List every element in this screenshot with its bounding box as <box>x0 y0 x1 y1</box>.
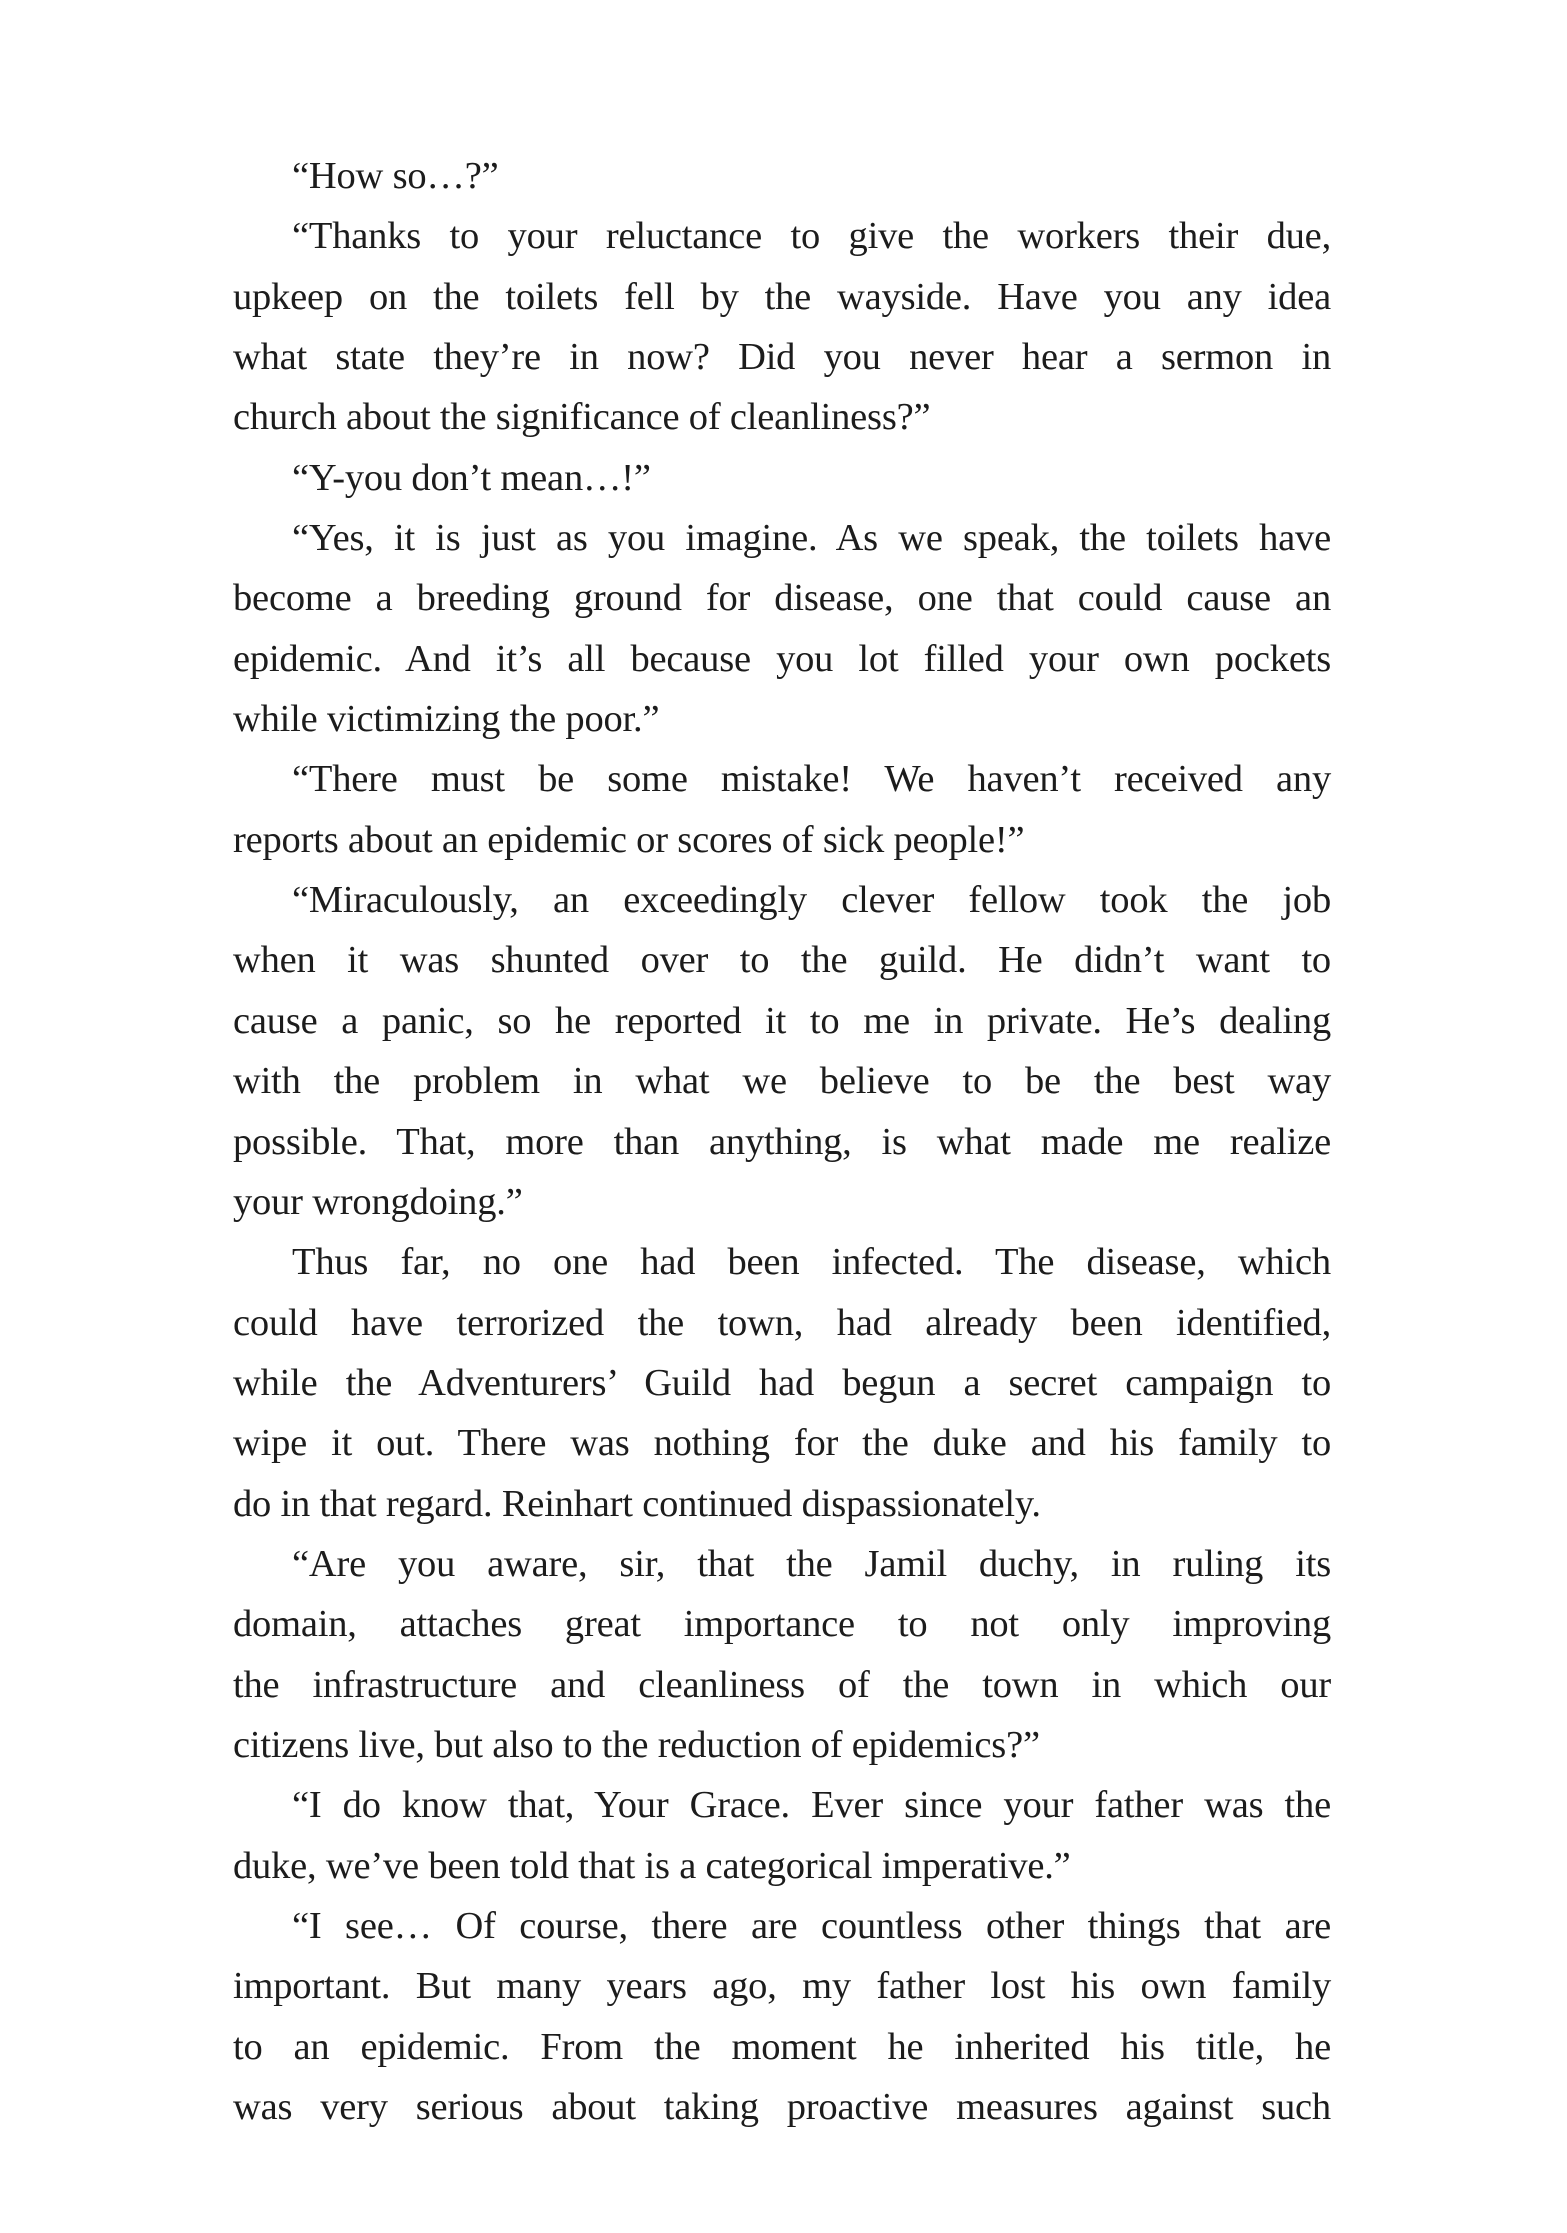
text-line: possible. That, more than anything, is what made me realize <box>233 1120 1331 1163</box>
paragraph <box>233 1232 1331 1534</box>
text-line: wipe it out. There was nothing for the duke and his family to <box>233 1422 1331 1465</box>
paragraph <box>233 870 1331 1232</box>
text-line: important. But many years ago, my father lost his own family <box>233 1965 1331 2008</box>
text-line: “Yes, it is just as you imagine. As we speak, the toilets have <box>292 517 1331 560</box>
text-line: “Thanks to your reluctance to give the workers their due, <box>292 215 1331 258</box>
text-line: while the Adventurers’ Guild had begun a secret campaign to <box>233 1361 1331 1404</box>
text-line: “I do know that, Your Grace. Ever since your father was the <box>292 1784 1331 1827</box>
text-line: was very serious about taking proactive measures against such <box>233 2086 1331 2128</box>
paragraph <box>233 448 1331 508</box>
text-line: citizens live, but also to the reduction of epidemics?” <box>233 1723 1040 1766</box>
paragraph <box>233 508 1331 749</box>
text-line: “How so…?” <box>292 155 499 197</box>
text-line: “Y-you don’t mean…!” <box>292 456 651 499</box>
text-line: become a breeding ground for disease, one that could cause an <box>233 577 1331 620</box>
text-line: Thus far, no one had been infected. The disease, which <box>292 1241 1331 1284</box>
book-page <box>233 146 1331 2137</box>
text-line: to an epidemic. From the moment he inherited his title, he <box>233 2025 1331 2068</box>
paragraph <box>233 1775 1331 1896</box>
paragraph <box>233 1896 1331 2137</box>
paragraph <box>233 206 1331 447</box>
text-line: church about the significance of cleanliness?” <box>233 396 931 439</box>
paragraph <box>233 146 1331 206</box>
text-line: “There must be some mistake! We haven’t received any <box>292 758 1331 801</box>
text-line: with the problem in what we believe to be the best way <box>233 1060 1331 1103</box>
text-line: “Are you aware, sir, that the Jamil duchy, in ruling its <box>292 1542 1331 1585</box>
text-line: duke, we’ve been told that is a categorical imperative.” <box>233 1844 1071 1887</box>
text-line: the infrastructure and cleanliness of the town in which our <box>233 1663 1331 1706</box>
text-line: epidemic. And it’s all because you lot filled your own pockets <box>233 637 1331 680</box>
text-line: reports about an epidemic or scores of sick people!” <box>233 818 1025 861</box>
text-line: while victimizing the poor.” <box>233 698 660 741</box>
text-line: when it was shunted over to the guild. He didn’t want to <box>233 939 1331 982</box>
text-line: “I see… Of course, there are countless other things that are <box>292 1904 1331 1947</box>
text-line: “Miraculously, an exceedingly clever fellow took the job <box>292 879 1331 922</box>
text-line: what state they’re in now? Did you never hear a sermon in <box>233 336 1331 379</box>
text-line: do in that regard. Reinhart continued dispassionately. <box>233 1482 1041 1525</box>
text-line: upkeep on the toilets fell by the wayside. Have you any idea <box>233 275 1331 318</box>
paragraph <box>233 749 1331 870</box>
text-line: domain, attaches great importance to not only improving <box>233 1603 1331 1646</box>
paragraph <box>233 1534 1331 1775</box>
text-line: your wrongdoing.” <box>233 1180 523 1223</box>
text-line: could have terrorized the town, had already been identified, <box>233 1301 1331 1344</box>
text-line: cause a panic, so he reported it to me in private. He’s dealing <box>233 999 1331 1042</box>
